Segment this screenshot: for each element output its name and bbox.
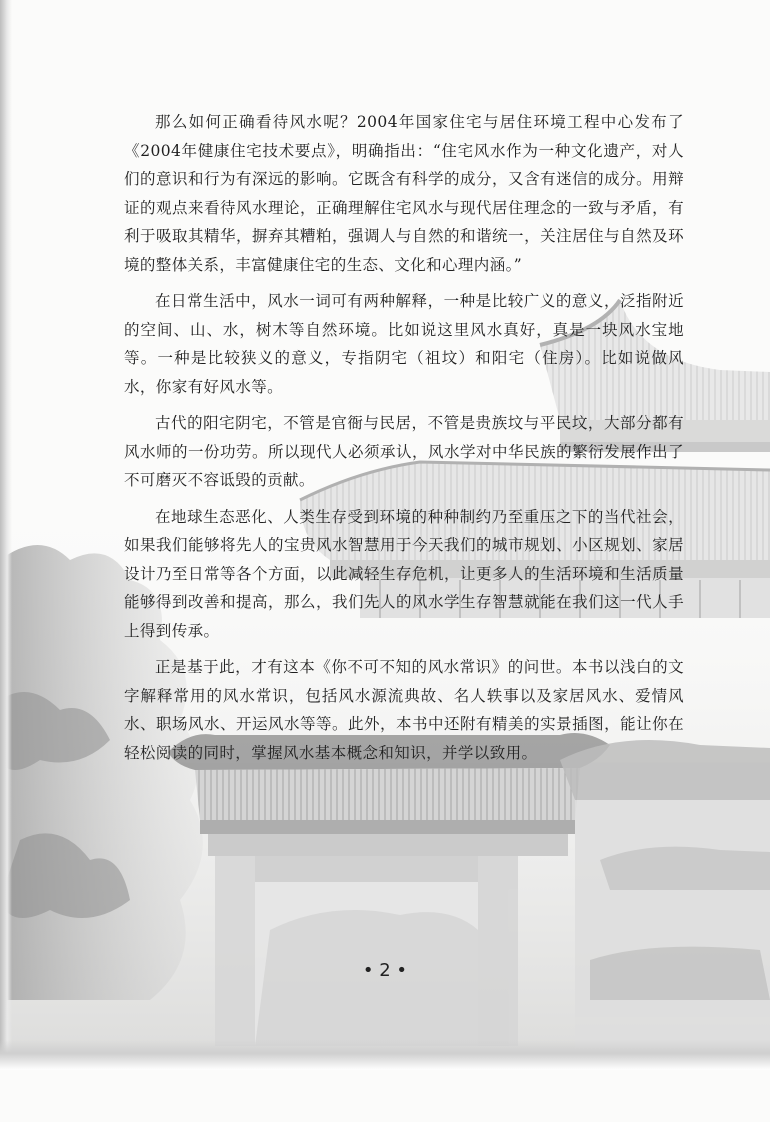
paragraph-2: 在日常生活中，风水一词可有两种解释，一种是比较广义的意义，泛指附近的空间、山、水，树木等自然环境。比如说这里风水真好，真是一块风水宝地等。一种是比较狭义的意义，专指阴宅（祖坟）和阳宅（住房）。比如说做风水，你家有好风水等。	[124, 292, 684, 396]
paragraph-5: 正是基于此，才有这本《你不可不知的风水常识》的问世。本书以浅白的文字解释常用的风水常识，包括风水源流典故、名人轶事以及家居风水、爱情风水、职场风水、开运风水等等。此外，本书中还附有精美的实景插图，能让你在轻松阅读的同时，掌握风水基本概念和知识，并学以致用。	[124, 658, 684, 762]
paragraph-3: 古代的阳宅阴宅，不管是官衙与民居，不管是贵族坟与平民坟，大部分都有风水师的一份功劳。所以现代人必须承认，风水学对中华民族的繁衍发展作出了不可磨灭不容诋毁的贡献。	[124, 414, 684, 489]
paragraph-4: 在地球生态恶化、人类生存受到环境的种种制约乃至重压之下的当代社会，如果我们能够将先人的宝贵风水智慧用于今天我们的城市规划、小区规划、家居设计乃至日常等各个方面，以此减轻生存危机，让更多人的生活环境和生活质量能够得到改善和提高，那么，我们先人的风水学生存智慧就能在我们这一代人手上得到传承。	[124, 507, 684, 640]
page-left-shadow	[0, 0, 12, 1060]
page-bottom-shadow	[0, 1040, 770, 1070]
body-text	[124, 108, 684, 775]
right-buildings	[560, 740, 770, 1050]
paragraph-1: 那么如何正确看待风水呢？2004年国家住宅与居住环境工程中心发布了《2004年健康住宅技术要点》，明确指出：“住宅风水作为一种文化遗产，对人们的意识和行为有深远的影响。它既含有科学的成分，又含有迷信的成分。用辩证的观点来看待风水理论，正确理解住宅风水与现代居住理念的一致与矛盾，有利于吸取其精华，摒弃其糟粕，强调人与自然的和谐统一，关注居住与自然及环境的整体关系，丰富健康住宅的生态、文化和心理内涵。”	[124, 113, 684, 274]
page-number: • 2 •	[362, 960, 408, 981]
